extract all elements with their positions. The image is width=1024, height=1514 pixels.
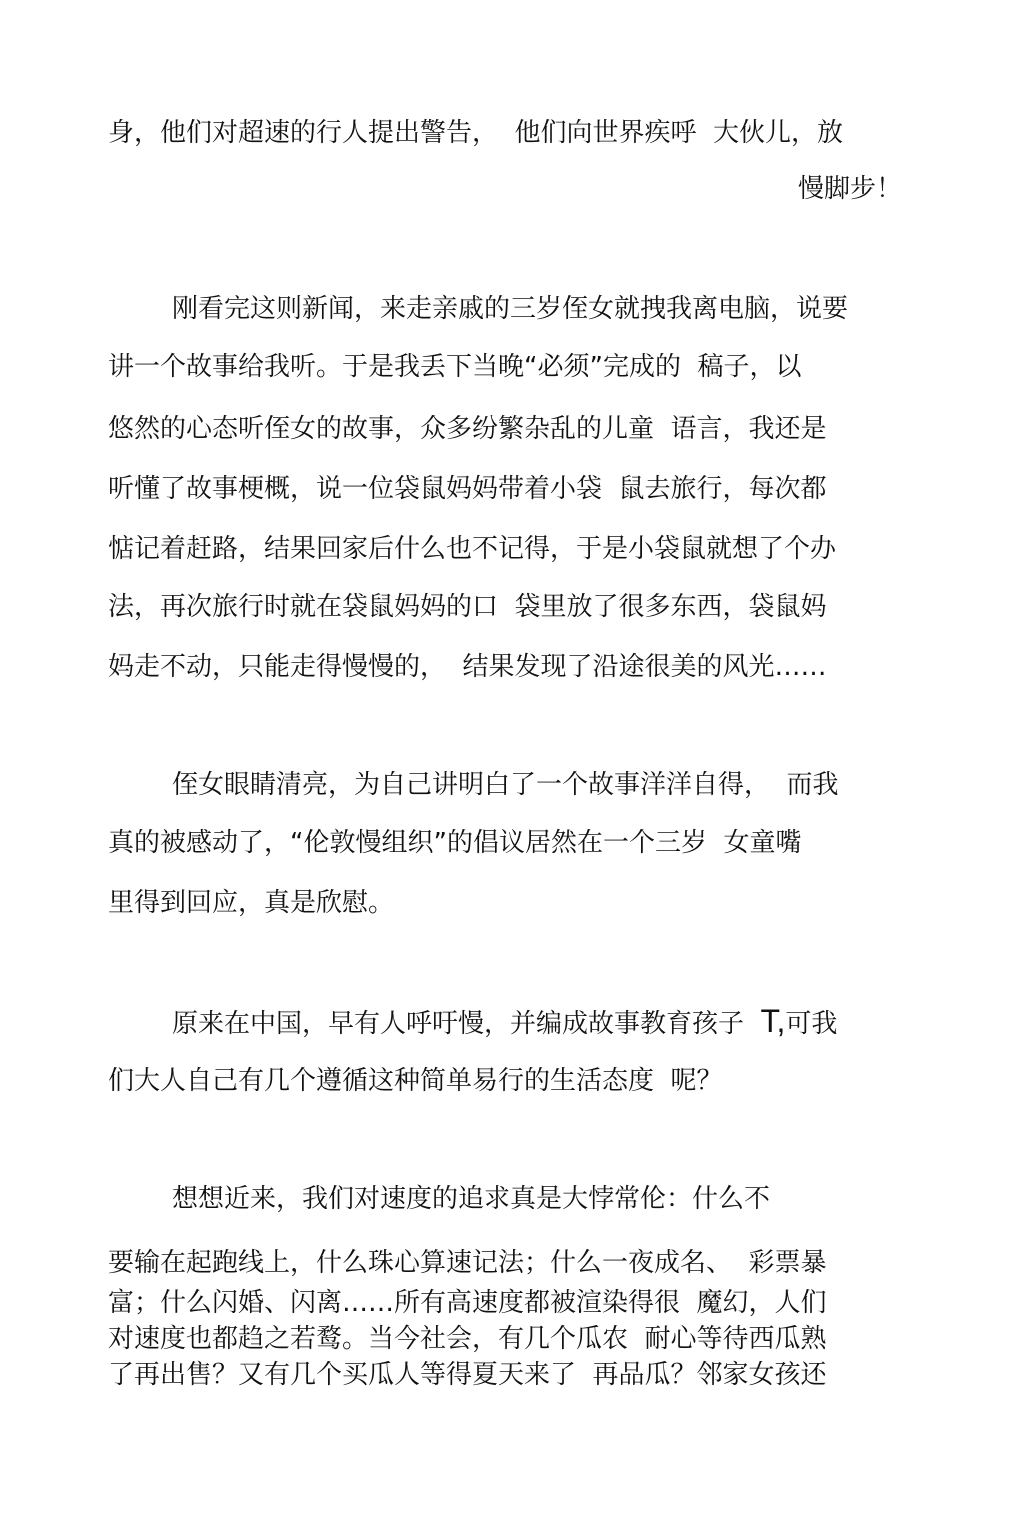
paragraph-2-line-4: 听懂了故事梗概，说一位袋鼠妈妈带着小袋 鼠去旅行，每次都 bbox=[108, 474, 827, 504]
paragraph-1-line-2: 慢脚步！ bbox=[798, 174, 903, 204]
paragraph-2-line-7: 妈走不动，只能走得慢慢的， 结果发现了沿途很美的风光…… bbox=[108, 652, 827, 682]
paragraph-4-line-1 bbox=[172, 1004, 837, 1041]
paragraph-2-line-6: 法，再次旅行时就在袋鼠妈妈的口 袋里放了很多东西，袋鼠妈 bbox=[108, 592, 827, 622]
paragraph-5-line-5: 了再出售？又有几个买瓜人等得夏天来了 再品瓜？邻家女孩还 bbox=[108, 1360, 827, 1390]
paragraph-4-stray-t: T, bbox=[760, 1003, 786, 1039]
paragraph-2-line-2: 讲一个故事给我听。于是我丢下当晚“必须”完成的 稿子，以 bbox=[108, 352, 802, 382]
paragraph-5-line-3: 富；什么闪婚、闪离……所有高速度都被渲染得很 魔幻，人们 bbox=[108, 1288, 827, 1318]
paragraph-2-line-3: 悠然的心态听侄女的故事，众多纷繁杂乱的儿童 语言，我还是 bbox=[108, 414, 827, 444]
paragraph-5-line-4: 对速度也都趋之若鹜。当今社会，有几个瓜农 耐心等待西瓜熟 bbox=[108, 1324, 827, 1354]
paragraph-2-line-1: 刚看完这则新闻，来走亲戚的三岁侄女就拽我离电脑，说要 bbox=[172, 294, 849, 324]
paragraph-1-line-1: 身，他们对超速的行人提出警告， 他们向世界疾呼 大伙儿，放 bbox=[108, 118, 844, 148]
paragraph-5-line-1: 想想近来，我们对速度的追求真是大悖常伦：什么不 bbox=[172, 1184, 771, 1214]
paragraph-3-line-3: 里得到回应，真是欣慰。 bbox=[108, 888, 395, 918]
paragraph-5-line-2: 要输在起跑线上，什么珠心算速记法；什么一夜成名、 彩票暴 bbox=[108, 1248, 827, 1278]
paragraph-3-line-1: 侄女眼睛清亮，为自己讲明白了一个故事洋洋自得， 而我 bbox=[172, 770, 839, 800]
paragraph-4-text-a: 原来在中国，早有人呼吁慢，并编成故事教育孩子 bbox=[172, 1009, 761, 1039]
paragraph-4-text-b: 可我 bbox=[785, 1009, 838, 1039]
paragraph-4-line-2: 们大人自己有几个遵循这种简单易行的生活态度 呢？ bbox=[108, 1066, 723, 1096]
paragraph-3-line-2: 真的被感动了，“伦敦慢组织”的倡议居然在一个三岁 女童嘴 bbox=[108, 828, 802, 858]
paragraph-2-line-5: 惦记着赶路，结果回家后什么也不记得，于是小袋鼠就想了个办 bbox=[108, 534, 837, 564]
